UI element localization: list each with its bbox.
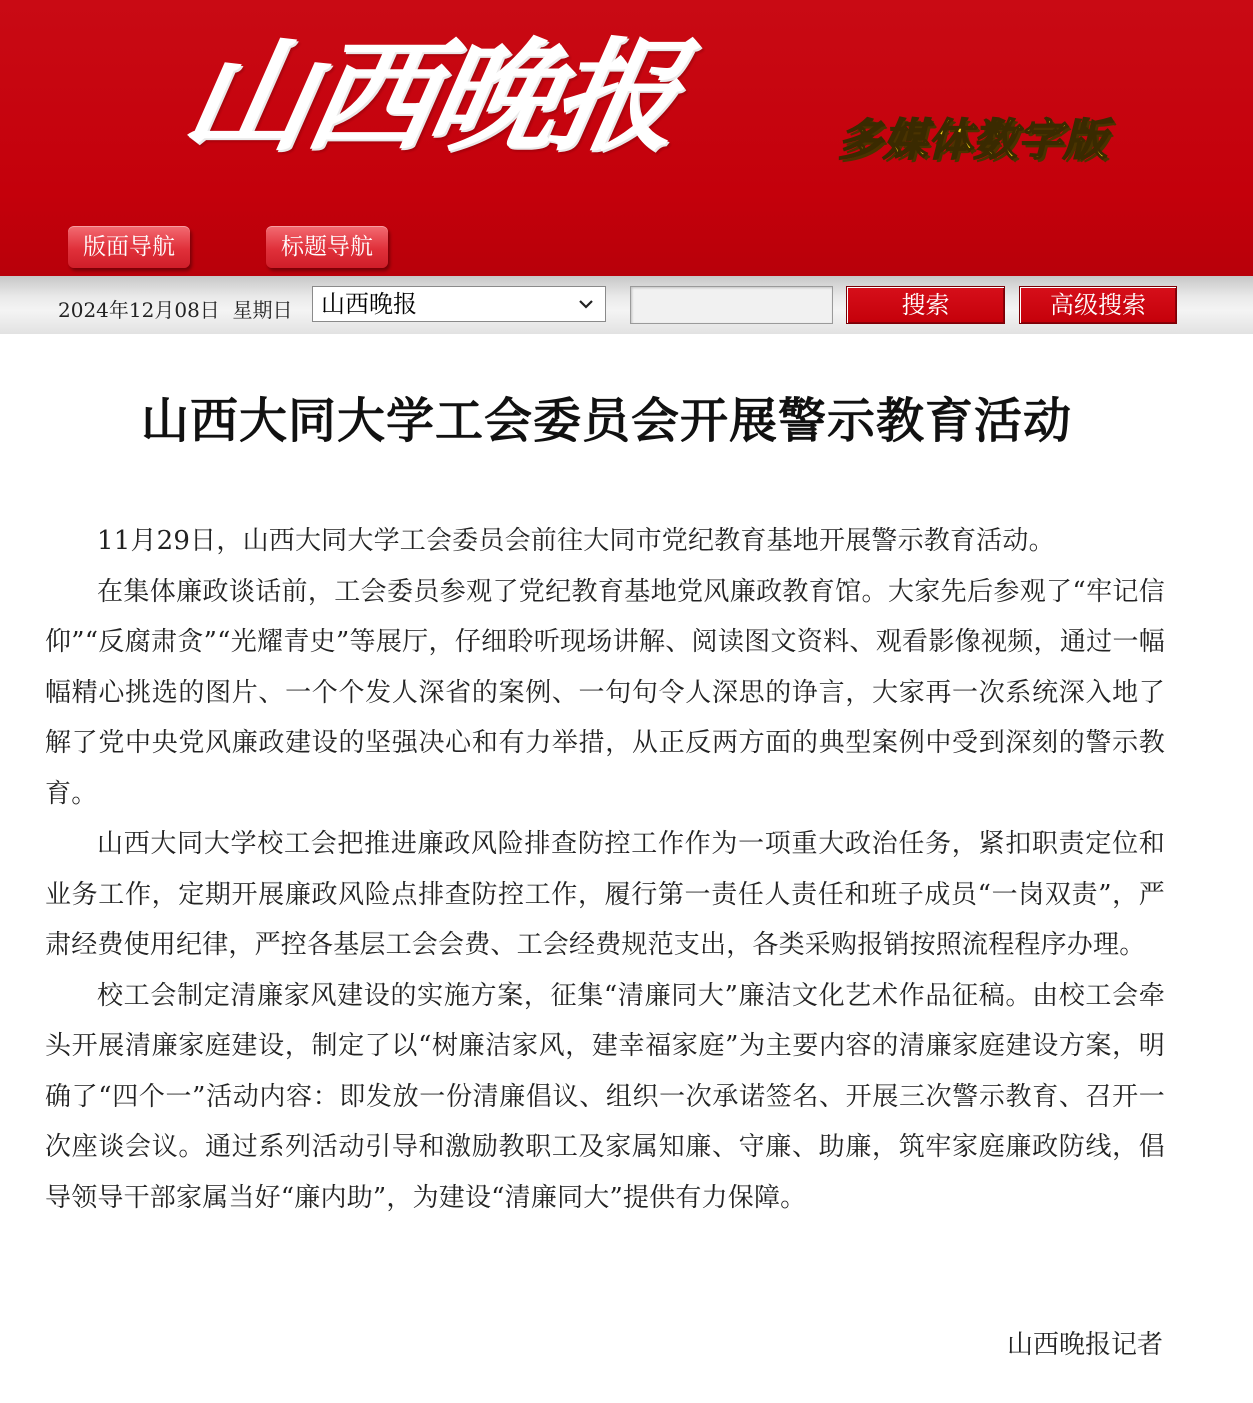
masthead-banner bbox=[0, 0, 1253, 276]
edition-tagline: 多媒体数字版 bbox=[838, 115, 1108, 166]
article-paragraph: 在集体廉政谈话前，工会委员参观了党纪教育基地党风廉政教育馆。大家先后参观了“牢记信仰”“反腐肃贪”“光耀青史”等展厅，仔细聆听现场讲解、阅读图文资料、观看影像视频，通过一幅幅精心挑选的图片、一个个发人深省的案例、一句句令人深思的诤言，大家再一次系统深入地了解了党中央党风廉政建设的坚强决心和有力举措，从正反两方面的典型案例中受到深刻的警示教育。 bbox=[45, 576, 1165, 809]
weekday-text: 星期日 bbox=[232, 298, 293, 322]
chevron-down-icon[interactable] bbox=[577, 287, 595, 333]
advanced-search-button[interactable]: 高级搜索 bbox=[1019, 286, 1177, 324]
issue-date bbox=[58, 294, 293, 323]
article-paragraph: 校工会制定清廉家风建设的实施方案，征集“清廉同大”廉洁文化艺术作品征稿。由校工会牵头开展清廉家庭建设，制定了以“树廉洁家风，建幸福家庭”为主要内容的清廉家庭建设方案，明确了“四个一”活动内容：即发放一份清廉倡议、组织一次承诺签名、开展三次警示教育、召开一次座谈会议。通过系列活动引导和激励教职工及家属知廉、守廉、助廉，筑牢家庭廉政防线，倡导领导干部家属当好“廉内助”，为建设“清廉同大”提供有力保障。 bbox=[45, 980, 1165, 1213]
article-byline: 山西晚报记者 bbox=[1006, 1330, 1163, 1360]
article-paragraph: 山西大同大学校工会把推进廉政风险排查防控工作作为一项重大政治任务，紧扣职责定位和业务工作，定期开展廉政风险点排查防控工作，履行第一责任人责任和班子成员“一岗双责”，严肃经费使用纪律，严控各基层工会会费、工会经费规范支出，各类采购报销按照流程程序办理。 bbox=[45, 829, 1165, 960]
title-nav-button[interactable]: 标题导航 bbox=[266, 226, 388, 268]
search-input[interactable] bbox=[630, 286, 833, 324]
article-paragraph: 11月29日，山西大同大学工会委员会前往大同市党纪教育基地开展警示教育活动。 bbox=[97, 526, 1055, 556]
layout-nav-button[interactable]: 版面导航 bbox=[68, 226, 190, 268]
date-text: 2024年12月08日 bbox=[58, 298, 220, 322]
search-button[interactable]: 搜索 bbox=[846, 286, 1005, 324]
publication-select[interactable] bbox=[312, 286, 606, 322]
article-title: 山西大同大学工会委员会开展警示教育活动 bbox=[140, 393, 1072, 449]
article-body bbox=[45, 516, 1165, 1223]
publication-select-value: 山西晚报 bbox=[321, 290, 417, 318]
newspaper-logo[interactable]: 山西晚报 bbox=[173, 25, 687, 169]
